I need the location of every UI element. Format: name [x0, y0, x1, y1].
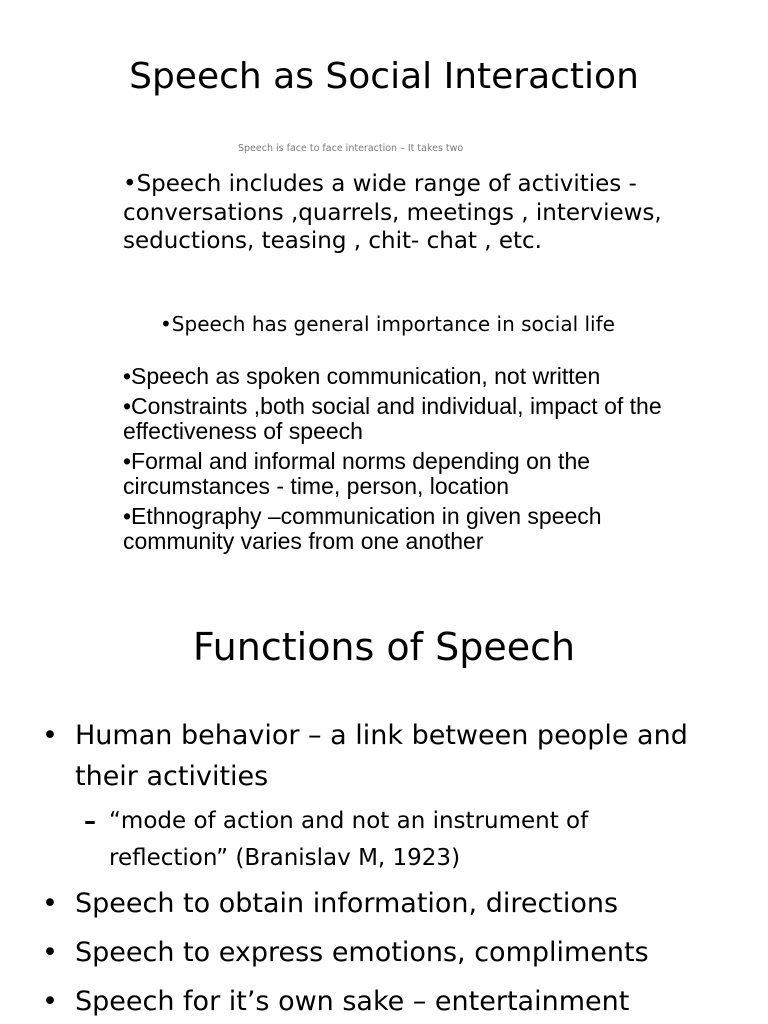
slide-2-item-human-behavior-line-1: Human behavior – a link between people and: [75, 720, 688, 751]
slide-1-bullet-importance: •Speech has general importance in social life: [160, 312, 615, 336]
slide-2-title: Functions of Speech: [192, 625, 576, 669]
bullet-dot-icon: •: [42, 937, 58, 968]
slide-2-item-emotions: Speech to express emotions, compliments: [75, 937, 649, 968]
slide-2-item-information: Speech to obtain information, directions: [75, 888, 619, 919]
slide-2-item-entertainment: Speech for it’s own sake – entertainment: [75, 986, 630, 1017]
list-item: •Constraints ,both social and individual, impact of the effectiveness of speech: [123, 393, 662, 444]
slide-2-sub-item-quote-line-1: “mode of action and not an instrument of: [109, 808, 589, 834]
bullet-dot-icon: •: [42, 888, 58, 919]
bullet-dot-icon: •: [42, 720, 58, 751]
bullet-dot-icon: •: [42, 986, 58, 1017]
slide-1-bullet-activities: •Speech includes a wide range of activities - conversations ,quarrels, meetings , interviews, seductions, teasing , chit- chat , etc.: [123, 171, 662, 254]
slide-1-title: Speech as Social Interaction: [129, 56, 639, 97]
list-item: •Speech as spoken communication, not written: [123, 363, 601, 389]
slide-1-bullet-list: [123, 364, 683, 559]
dash-bullet-icon: –: [84, 807, 96, 835]
list-item: •Formal and informal norms depending on the circumstances - time, person, location: [123, 448, 591, 499]
slide-1-subtitle: Speech is face to face interaction – It takes two: [238, 143, 464, 154]
slide-2-item-human-behavior-line-2: their activities: [75, 761, 269, 792]
list-item: •Ethnography –communication in given speech community varies from one another: [123, 503, 602, 554]
slide-2-sub-item-quote-line-2: reflection” (Branislav M, 1923): [109, 845, 461, 871]
